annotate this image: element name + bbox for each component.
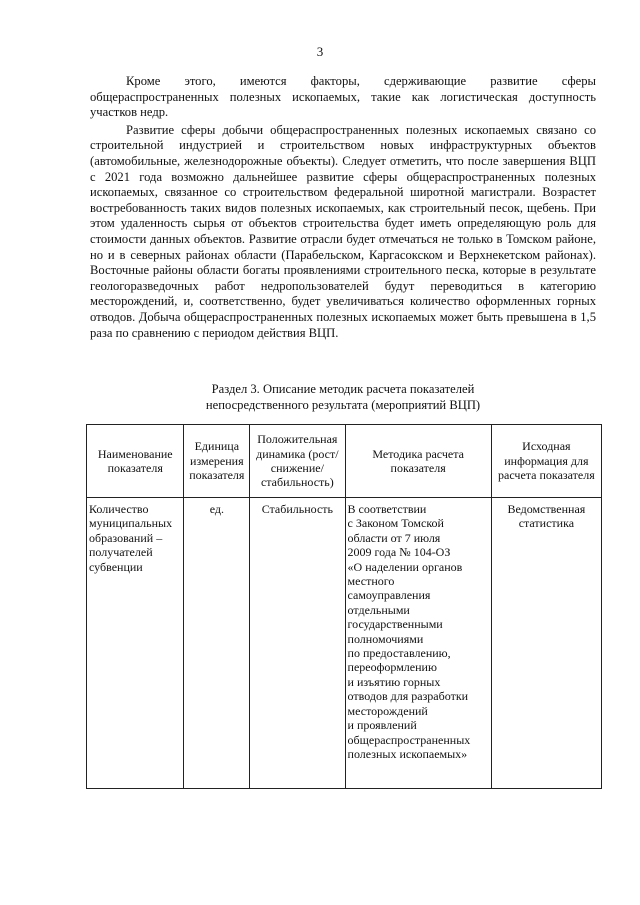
section-heading-line-2: непосредственного результата (мероприятий ВЦП)	[205, 397, 481, 412]
table-row	[87, 498, 602, 789]
cell-method: В соответствии с Законом Томской области от 7 июля 2009 года № 104-ОЗ «О наделении органов местного самоуправления отдельными государственными полномочиями по предоставлению, переоформлению и изъятию горных отводов для разработки месторождений и проявлений общераспространенных полезных ископаемых»	[345, 498, 491, 789]
paragraph-1: Кроме этого, имеются факторы, сдерживающие развитие сферы общераспространенных полезных ископаемых, такие как логистическая доступность участков недр.	[90, 74, 596, 120]
paragraph-2: Развитие сферы добычи общераспространенных полезных ископаемых связано со строительной индустрией и строительством новых инфраструктурных объектов (автомобильные, железнодорожные объекты). Следует отметить, что после завершения ВЦП с 2021 года возможно дальнейшее развитие сферы общераспространенных полезных ископаемых, связанное со строительством федеральной широтной магистрали. Возрастет востребованность таких видов полезных ископаемых, как строительный песок, щебень. При этом удаленность сырья от объектов строительства будет иметь определяющую роль для стоимости данных объектов. Развитие отрасли будет отмечаться не только в Томском районе, но и в северных районах области (Парабельском, Каргасокском и Верхнекетском районах). Восточные районы области богаты проявлениями строительного песка, которые в результате геологоразведочных работ недропользователей будут переводиться в категорию месторождений, и, соответственно, будет увеличиваться количество оформленных горных отводов. Добыча общераспространенных полезных ископаемых может быть превышена в 1,5 раза по сравнению с периодом действия ВЦП.	[90, 122, 596, 340]
header-source: Исходная информация для расчета показателя	[491, 425, 601, 498]
header-method: Методика расчета показателя	[345, 425, 491, 498]
table-header-row	[87, 425, 602, 498]
cell-source: Ведомственная статистика	[491, 498, 601, 789]
body-text	[90, 74, 596, 343]
section-heading-line-1: Раздел 3. Описание методик расчета показателей	[211, 382, 475, 396]
header-indicator-name: Наименование показателя	[87, 425, 184, 498]
methods-table	[86, 424, 602, 789]
header-dynamics: Положительная динамика (рост/снижение/ стабильность)	[250, 425, 345, 498]
section-heading	[90, 382, 596, 413]
cell-unit: ед.	[184, 498, 250, 789]
cell-indicator-name: Количество муниципальных образований – получателей субвенции	[87, 498, 184, 789]
cell-dynamics: Стабильность	[250, 498, 345, 789]
page-number: 3	[316, 44, 324, 59]
header-unit: Единица измерения показателя	[184, 425, 250, 498]
